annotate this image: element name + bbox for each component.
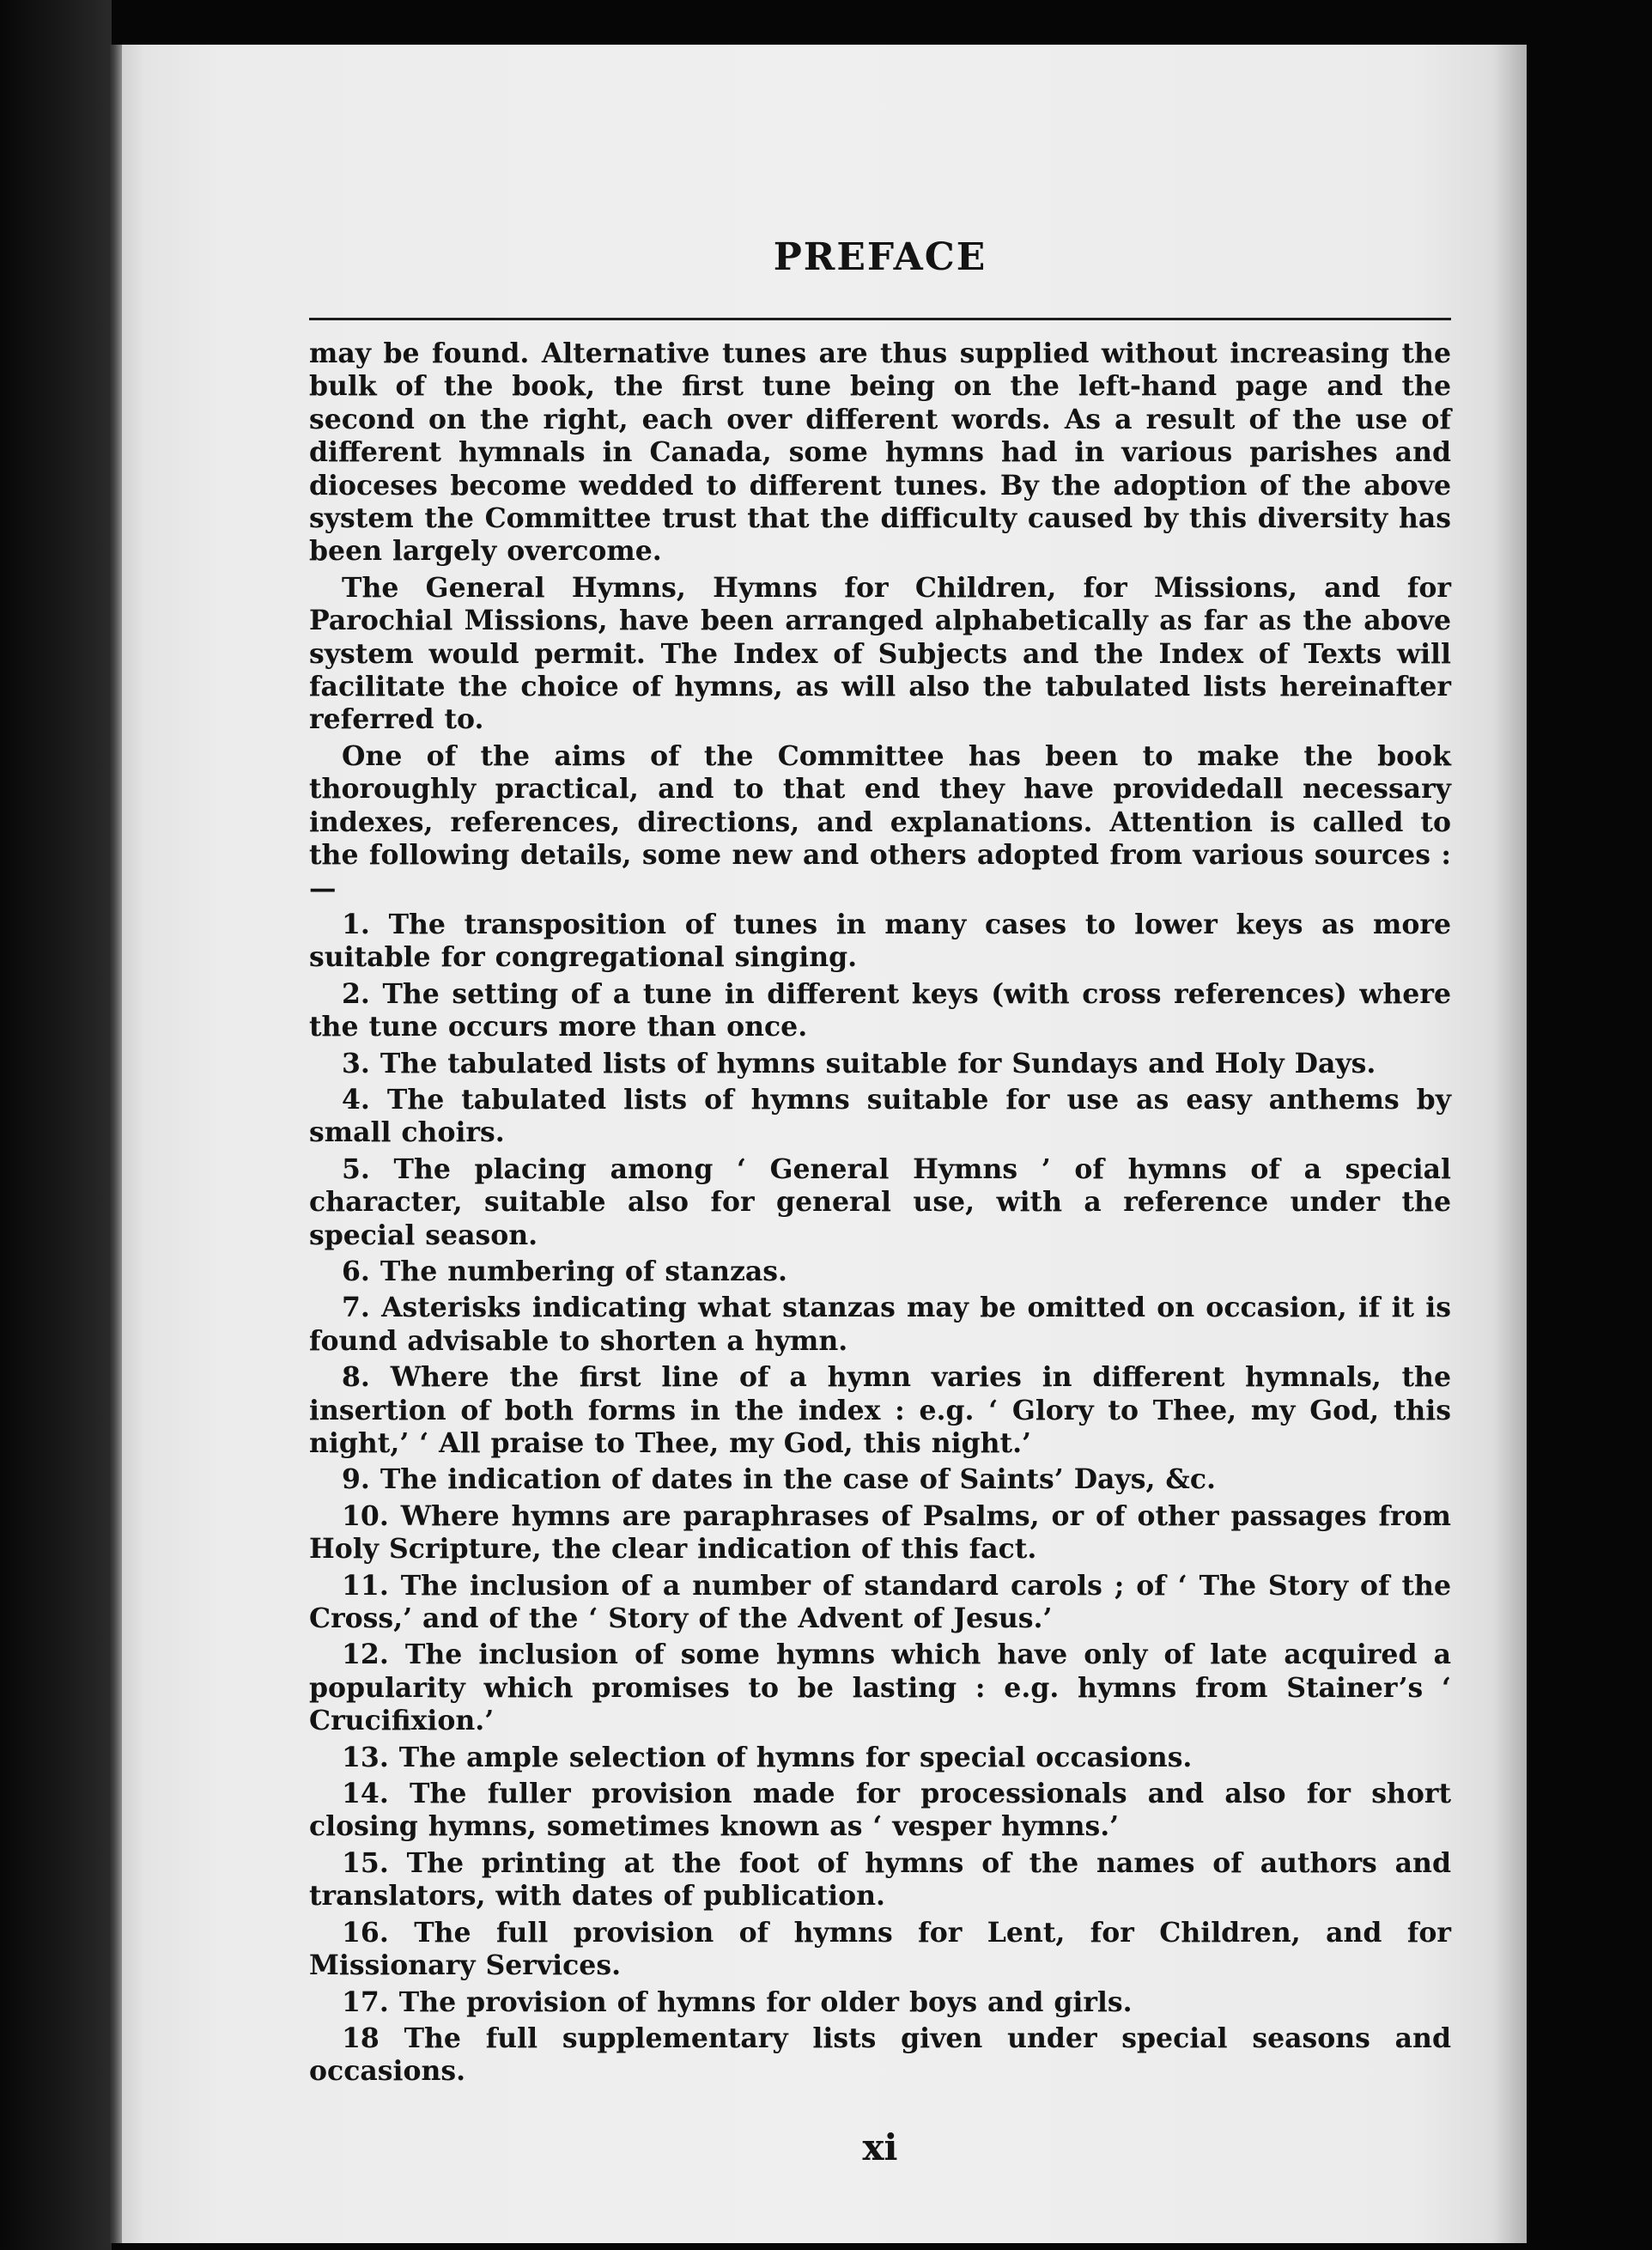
list-item: 16. The full provision of hymns for Lent, for Children, and for Missionary Services. (309, 1916, 1451, 1982)
list-item: 10. Where hymns are paraphrases of Psalms, or of other passages from Holy Scripture, the clear indication of this fact. (309, 1499, 1451, 1566)
list-item: 9. The indication of dates in the case of Saints’ Days, &c. (342, 1463, 1216, 1496)
binding-shadow (0, 0, 112, 2250)
list-item: 8. Where the first line of a hymn varies in different hymnals, the insertion of both forms in the index : e.g. ‘ Glory to Thee, my God, this night,’ ‘ All praise to Thee, my God, this night.’ (309, 1361, 1451, 1459)
list-item: 5. The placing among ‘ General Hymns ’ of hymns of a special character, suitable also for general use, with a reference under the special season. (309, 1152, 1451, 1251)
page-number: xi (862, 2125, 898, 2168)
page-edge-shadow (1492, 45, 1527, 2243)
list-item: 7. Asterisks indicating what stanzas may be omitted on occasion, if it is found advisable to shorten a hymn. (309, 1292, 1451, 1357)
paragraph: may be found. Alternative tunes are thus supplied without increasing the bulk of the book, the first tune being on the left-hand page and the second on the right, each over different words. As a result of the use of different hymnals in Canada, some hymns had in various parishes and dioceses become wedded to different tunes. By the adoption of the above system the Committee trust that the difficulty caused by this diversity has been largely overcome. (309, 338, 1451, 568)
list-item: 13. The ample selection of hymns for special occasions. (342, 1741, 1193, 1773)
list-item: 3. The tabulated lists of hymns suitable for Sundays and Holy Days. (342, 1047, 1376, 1079)
list-item: 12. The inclusion of some hymns which have only of late acquired a popularity which promises to be lasting : e.g. hymns from Stainer’s ‘ Crucifixion.’ (309, 1639, 1451, 1737)
preface-text (309, 338, 1451, 2089)
list-item: 1. The transposition of tunes in many cases to lower keys as more suitable for congregational singing. (309, 908, 1451, 974)
page-content (309, 191, 1451, 2168)
list-item: 2. The setting of a tune in different keys (with cross references) where the tune occurs more than once. (309, 977, 1451, 1043)
spine-edge (110, 45, 122, 2243)
list-item: 15. The printing at the foot of hymns of the names of authors and translators, with dates of publication. (309, 1846, 1451, 1912)
page-title: PREFACE (773, 235, 987, 279)
list-item: 18 The full supplementary lists given under special seasons and occasions. (309, 2022, 1451, 2088)
paragraph: One of the aims of the Committee has been to make the book thoroughly practical, and to that end they have providedall necessary indexes, references, directions, and explanations. Attention is called to the following details, some new and others adopted from various sources :— (309, 739, 1451, 904)
list-item: 17. The provision of hymns for older boys and girls. (342, 1985, 1133, 2018)
list-item: 4. The tabulated lists of hymns suitable for use as easy anthems by small choirs. (309, 1083, 1451, 1149)
header-rule (309, 318, 1451, 320)
paragraph: The General Hymns, Hymns for Children, for Missions, and for Parochial Missions, have been arranged alphabetically as far as the above system would permit. The Index of Subjects and the Index of Texts will facilitate the choice of hymns, as will also the tabulated lists hereinafter referred to. (309, 571, 1451, 736)
list-item: 11. The inclusion of a number of standard carols ; of ‘ The Story of the Cross,’ and of the ‘ Story of the Advent of Jesus.’ (309, 1569, 1451, 1635)
list-item: 14. The fuller provision made for processionals and also for short closing hymns, sometimes known as ‘ vesper hymns.’ (309, 1778, 1451, 1843)
list-item: 6. The numbering of stanzas. (342, 1255, 787, 1287)
book-page (110, 45, 1527, 2243)
